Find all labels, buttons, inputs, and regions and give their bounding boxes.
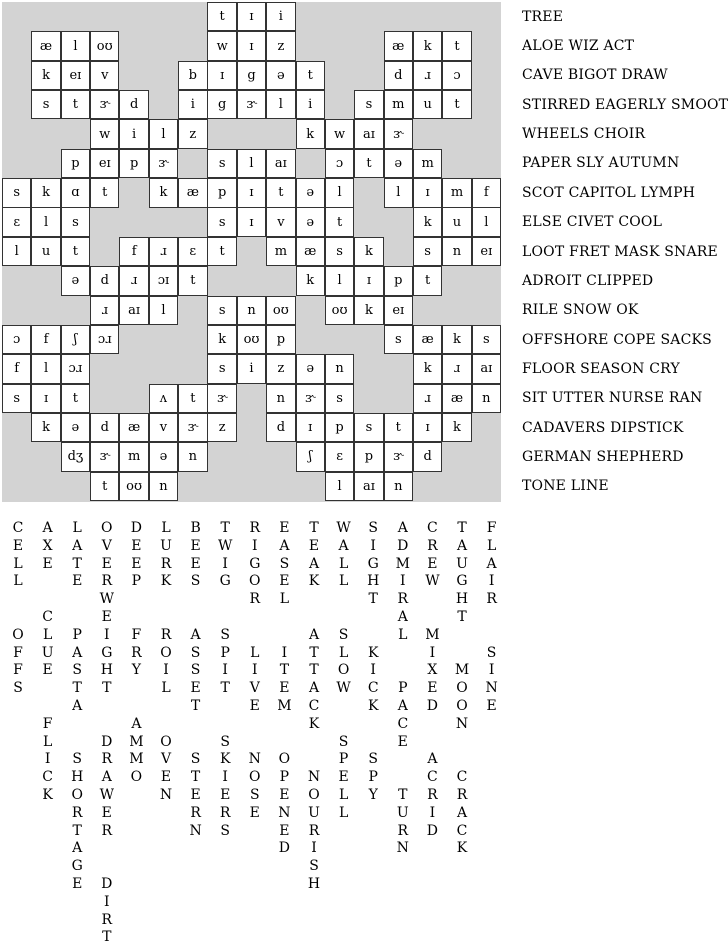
grid-cell: t [61,237,90,266]
grid-cell: ɪ [354,266,383,295]
down-clue: E A S E L I T E M O P E N E D [277,520,292,857]
grid-cell: dʒ [61,442,90,471]
grid-cell: ɝ [149,149,178,178]
grid-cell: p [384,266,413,295]
grid-cell: i [266,2,295,31]
grid-cell: d [413,442,442,471]
grid-cell: t [296,61,325,90]
grid-cell: n [149,472,178,501]
grid-cell: s [472,325,501,354]
grid-cell: m [413,149,442,178]
grid-cell: ɝ [296,384,325,413]
grid-cell: k [413,31,442,60]
grid-cell: l [325,178,354,207]
grid-cell: ɪ [413,178,442,207]
grid-cell: ʃ [61,325,90,354]
grid-cell: t [61,384,90,413]
grid-cell: f [2,354,31,383]
down-clue: F L A I R S I N E [485,520,498,714]
grid-cell: ə [149,442,178,471]
grid-cell: p [61,149,90,178]
down-clue: B E E S A S S E T S T E R N [189,520,202,839]
grid-cell: f [119,237,148,266]
grid-cell: l [31,354,60,383]
grid-cell: k [413,354,442,383]
grid-cell: eɪ [384,296,413,325]
grid-cell: s [207,207,236,236]
grid-cell: m [442,178,471,207]
grid-cell: ʌ [149,384,178,413]
across-clue: OFFSHORE COPE SACKS [522,331,712,348]
across-clue: LOOT FRET MASK SNARE [522,243,718,260]
grid-cell: oʊ [119,472,148,501]
grid-cell: t [90,472,119,501]
across-clue: CADAVERS DIPSTICK [522,419,684,436]
grid-cell: ɹ [90,296,119,325]
grid-cell: t [207,237,236,266]
across-clue: ELSE CIVET COOL [522,214,663,231]
grid-cell: eɪ [472,237,501,266]
grid-cell: k [413,207,442,236]
grid-cell: n [237,296,266,325]
grid-cell: ɹ [149,237,178,266]
grid-cell: l [325,266,354,295]
grid-cell: t [442,90,471,119]
grid-cell: i [237,354,266,383]
down-clue: R I G O R L I V E N O S E [248,520,261,821]
grid-cell: ɪ [237,178,266,207]
down-clue-list [0,520,510,946]
grid-cell: ɑ [61,178,90,207]
across-clue: CAVE BIGOT DRAW [522,67,668,84]
grid-cell: l [472,207,501,236]
grid-cell: ɔɹ [90,325,119,354]
grid-cell: l [237,149,266,178]
down-clue: T E A K A T T A C K N O U R I S H [307,520,321,892]
grid-cell: m [119,442,148,471]
grid-cell: oʊ [90,31,119,60]
grid-cell: t [90,178,119,207]
grid-cell: ɪ [237,31,266,60]
grid-cell: t [266,178,295,207]
grid-cell: ɔ [2,325,31,354]
grid-cell: p [207,178,236,207]
grid-cell: eɪ [61,61,90,90]
grid-cell: ɹ [442,354,471,383]
down-clue: O V E R W E I G H T D R A W E R D I R T [99,520,114,946]
grid-cell: k [31,61,60,90]
grid-cell: v [266,207,295,236]
grid-cell: n [178,442,207,471]
grid-cell: ɪ [237,2,266,31]
grid-cell: k [442,325,471,354]
grid-cell: s [2,384,31,413]
grid-cell: t [178,266,207,295]
down-clue: L A T E P A S T A S H O R T A G E [71,520,84,892]
grid-cell: ɪ [31,384,60,413]
grid-cell: i [296,90,325,119]
grid-cell: ʃ [296,442,325,471]
grid-cell: ɛ [325,442,354,471]
grid-cell: ɔɹ [61,354,90,383]
grid-cell: s [325,237,354,266]
grid-cell: n [442,237,471,266]
down-clue: C R E W M I X E D A C R I D [425,520,440,839]
grid-cell: n [472,384,501,413]
grid-cell: p [119,149,148,178]
across-clue: SCOT CAPITOL LYMPH [522,184,696,201]
grid-cell: g [207,90,236,119]
down-clue: A D M I R A L P A C E T U R N [395,520,410,857]
grid-cell: ə [296,178,325,207]
grid-cell: v [90,61,119,90]
grid-cell: eɪ [90,149,119,178]
grid-cell: ə [296,354,325,383]
grid-cell: ə [384,149,413,178]
grid-cell: b [178,61,207,90]
grid-cell: ɔ [325,149,354,178]
grid-cell: ɪ [413,413,442,442]
grid-cell: s [325,384,354,413]
grid-cell: aɪ [354,119,383,148]
grid-cell: i [178,90,207,119]
grid-cell: d [90,413,119,442]
across-clue: WHEELS CHOIR [522,126,646,143]
down-clue: T A U G H T M O O N C R A C K [454,520,470,857]
grid-cell: k [149,178,178,207]
grid-cell: ə [296,207,325,236]
grid-cell: t [178,384,207,413]
grid-cell: æ [31,31,60,60]
grid-cell: i [119,119,148,148]
grid-cell: v [149,413,178,442]
grid-cell: u [442,207,471,236]
grid-cell: u [31,237,60,266]
grid-cell: l [384,178,413,207]
grid-cell: d [119,90,148,119]
down-clue: T W I G S P I T S K I E R S [217,520,233,839]
grid-cell: l [325,472,354,501]
down-clue: C E L L O F F S [12,520,24,697]
grid-cell: ɝ [90,90,119,119]
grid-cell: ə [61,266,90,295]
grid-cell: ɝ [178,413,207,442]
grid-cell: æ [119,413,148,442]
grid-cell: t [442,31,471,60]
across-clue: SIT UTTER NURSE RAN [522,390,703,407]
grid-cell: k [354,237,383,266]
grid-cell: k [354,296,383,325]
across-clue: TREE [522,8,564,25]
grid-cell: s [61,207,90,236]
down-clue: D E E P F R Y A M M O [129,520,144,786]
across-clue: ALOE WIZ ACT [522,38,635,55]
grid-cell: p [354,442,383,471]
grid-cell: t [413,266,442,295]
grid-cell: p [325,413,354,442]
grid-cell: ɔ [442,61,471,90]
grid-cell: l [2,237,31,266]
grid-cell: d [384,61,413,90]
grid-cell: z [266,354,295,383]
grid-cell: ɹ [413,61,442,90]
grid-cell: d [266,413,295,442]
grid-cell: ɹ [119,266,148,295]
grid-cell: k [442,413,471,442]
grid-cell: l [149,119,178,148]
grid-cell: z [178,119,207,148]
grid-cell: n [266,384,295,413]
down-clue: L U R K R O I L O V E N [159,520,173,803]
down-clue: S I G H T K I C K S P Y [367,520,380,803]
grid-cell: aɪ [266,149,295,178]
grid-cell: ɝ [384,119,413,148]
across-clue: TONE LINE [522,478,609,495]
grid-cell: oʊ [266,296,295,325]
grid-cell: s [31,90,60,119]
grid-cell: z [207,413,236,442]
grid-cell: aɪ [354,472,383,501]
grid-cell: k [207,325,236,354]
down-clue: A X E C L U E F L I C K [41,520,54,803]
grid-cell: t [207,2,236,31]
grid-cell: k [31,413,60,442]
across-clue: PAPER SLY AUTUMN [522,155,680,172]
grid-cell: ɪ [237,207,266,236]
grid-cell: s [384,325,413,354]
grid-cell: f [472,178,501,207]
grid-cell: t [325,207,354,236]
grid-cell: s [207,296,236,325]
grid-cell: aɪ [119,296,148,325]
grid-cell: z [266,31,295,60]
grid-cell: s [413,237,442,266]
grid-cell: ə [61,413,90,442]
grid-cell: ɛ [178,237,207,266]
grid-cell: p [266,325,295,354]
grid-cell: æ [178,178,207,207]
grid-cell: ɝ [90,442,119,471]
across-clue: GERMAN SHEPHERD [522,448,684,465]
grid-cell: ɝ [384,442,413,471]
grid-cell: s [207,354,236,383]
grid-cell: ɝ [207,384,236,413]
grid-cell: s [354,90,383,119]
grid-cell: l [149,296,178,325]
across-clue: RILE SNOW OK [522,302,639,319]
grid-cell: ə [266,61,295,90]
grid-cell: s [207,149,236,178]
grid-cell: ɪ [296,413,325,442]
grid-cell: l [266,90,295,119]
grid-cell: l [61,31,90,60]
grid-cell: l [31,207,60,236]
across-clue: ADROIT CLIPPED [522,272,654,289]
grid-cell: k [296,266,325,295]
grid-cell: aɪ [472,354,501,383]
grid-cell: oʊ [325,296,354,325]
across-clue: FLOOR SEASON CRY [522,360,680,377]
grid-cell: æ [413,325,442,354]
grid-cell: g [237,61,266,90]
grid-cell: k [296,119,325,148]
grid-cell: s [2,178,31,207]
grid-cell: t [61,90,90,119]
grid-cell: n [325,354,354,383]
grid-cell: æ [296,237,325,266]
grid-cell: t [384,413,413,442]
grid-cell: oʊ [237,325,266,354]
grid-cell: ɝ [237,90,266,119]
grid-cell: æ [442,384,471,413]
grid-cell: k [31,178,60,207]
grid-cell: d [90,266,119,295]
across-clue: STIRRED EAGERLY SMOOT [522,96,728,113]
crossword-grid [2,2,501,502]
grid-cell: w [207,31,236,60]
grid-cell: ɹ [413,384,442,413]
grid-cell: f [31,325,60,354]
grid-cell: ɛ [2,207,31,236]
down-clue: W A L L S L O W S P E L L [336,520,351,821]
grid-cell: w [90,119,119,148]
grid-cell: ɔɪ [149,266,178,295]
grid-cell: m [384,90,413,119]
grid-cell: æ [384,31,413,60]
grid-cell: m [266,237,295,266]
grid-cell: t [354,149,383,178]
grid-cell: w [325,119,354,148]
grid-cell: ɪ [207,61,236,90]
grid-cell: s [354,413,383,442]
grid-cell: u [413,90,442,119]
grid-cell: n [384,472,413,501]
